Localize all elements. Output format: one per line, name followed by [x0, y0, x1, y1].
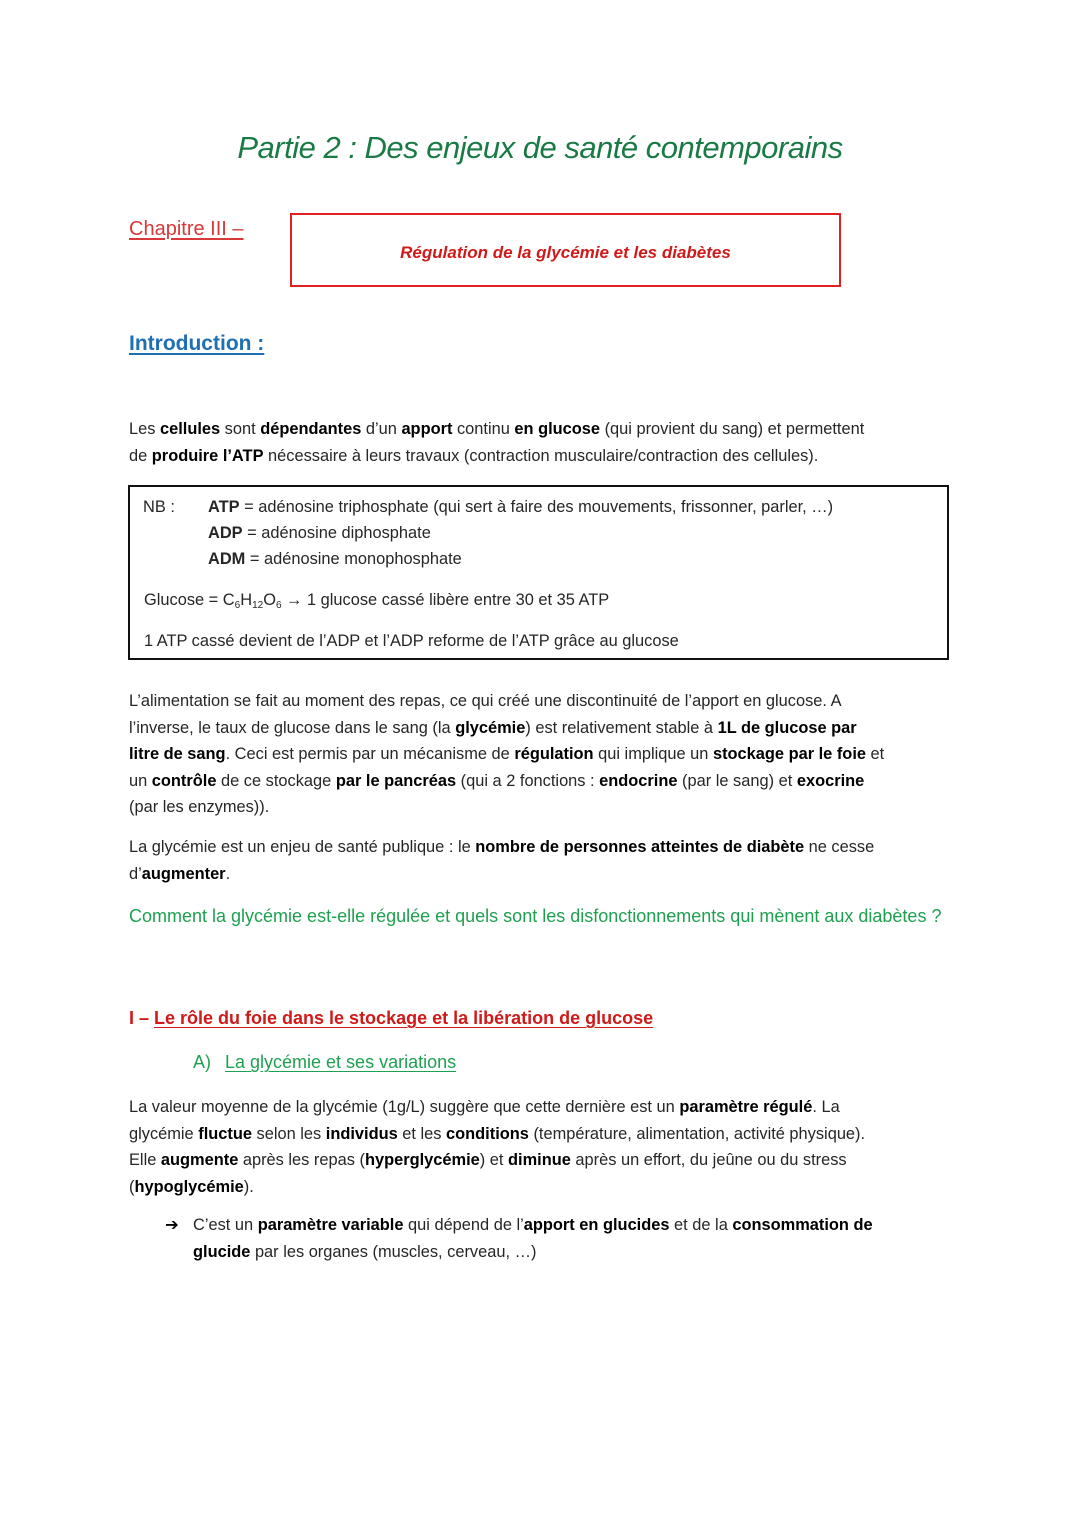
subsection-a-heading — [193, 1052, 456, 1073]
variation-paragraph: La valeur moyenne de la glycémie (1g/L) suggère que cette dernière est un paramètre régulé. La glycémie fluctue selon les individus et les conditions (température, alimentation, activité physique). Elle augmente après les repas (hyperglycémie) et diminue après un effort, du jeûne ou du stress (hypoglycémie). — [129, 1098, 866, 1196]
subsection-a-letter: A) — [193, 1052, 211, 1072]
nb-atp-definition: ATP = adénosine triphosphate (qui sert à faire des mouvements, frissonner, parler, …) — [208, 498, 834, 516]
subsection-a-title: La glycémie et ses variations — [225, 1052, 457, 1072]
nb-adm-definition: ADM = adénosine monophosphate — [208, 550, 462, 568]
nb-atp-cycle: 1 ATP cassé devient de l’ADP et l’ADP reforme de l’ATP grâce au glucose — [144, 632, 679, 650]
chapter-label: Chapitre III – — [129, 218, 244, 240]
arrow-right-icon: ➔ — [165, 1216, 179, 1234]
introduction-heading: Introduction : — [129, 332, 265, 355]
nb-label: NB : — [143, 498, 175, 516]
chapter-title: Régulation de la glycémie et les diabètes — [400, 243, 731, 262]
nb-glucose-formula: $Glucose = C_6H_{12}O_6 \to 1$ glucose cassé libère entre 30 et 35 ATP — [144, 591, 610, 611]
section-1-title: Le rôle du foie dans le stockage et la libération de glucose — [154, 1008, 654, 1028]
section-1-number: I – — [129, 1008, 155, 1028]
nb-adp-definition: ADP = adénosine diphosphate — [208, 524, 431, 542]
intro-paragraph: Les cellules sont dépendantes d’un apport continu en glucose (qui provient du sang) et permettent de produire l’ATP nécessaire à leurs travaux (contraction musculaire/contraction des cellules). — [129, 420, 865, 465]
sante-publique-paragraph: La glycémie est un enjeu de santé publique : le nombre de personnes atteintes de diabète ne cesse d’augmenter. — [129, 838, 875, 883]
page-title: Partie 2 : Des enjeux de santé contemporains — [237, 130, 843, 165]
problem-question: Comment la glycémie est-elle régulée et quels sont les disfonctionnements qui mènent aux diabètes ? — [129, 906, 942, 926]
alimentation-paragraph: L’alimentation se fait au moment des repas, ce qui créé une discontinuité de l’apport en glucose. A l’inverse, le taux de glucose dans le sang (la glycémie) est relativement stable à 1L de glucose par litre de sang. Ceci est permis par un mécanisme de régulation qui implique un stockage par le foie et un contrôle de ce stockage par le pancréas (qui a 2 fonctions : endocrine (par le sang) et exocrine (par les enzymes)). — [129, 692, 885, 816]
conclusion-text: C’est un paramètre variable qui dépend de l’apport en glucides et de la consommation de glucide par les organes (muscles, cerveau, …) — [193, 1216, 873, 1261]
section-1-heading — [129, 1008, 653, 1029]
